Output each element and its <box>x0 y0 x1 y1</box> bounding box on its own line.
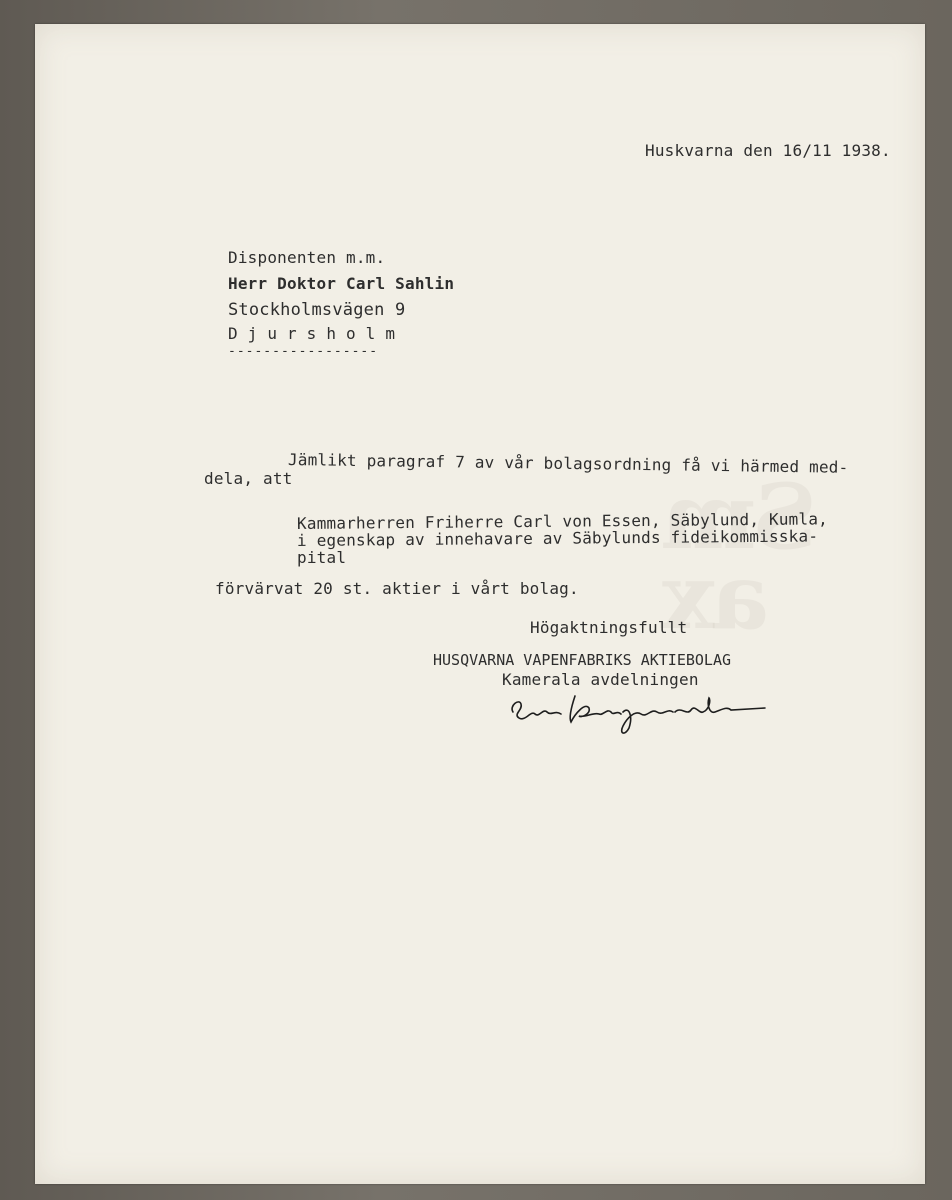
dateline: Huskvarna den 16/11 1938. <box>645 141 891 160</box>
handwritten-signature <box>505 688 770 738</box>
recipient-city: D j u r s h o l m <box>228 324 396 343</box>
closing-salutation: Högaktningsfullt <box>530 618 688 637</box>
quote-line-1: Kammarherren Friherre Carl von Essen, Säbylund, Kumla, <box>296 509 829 533</box>
recipient-title: Disponenten m.m. <box>228 248 386 267</box>
recipient-name: Herr Doktor Carl Sahlin <box>228 274 455 293</box>
quote-line-2: i egenskap av innehavare av Säbylunds fideikommisska- <box>296 526 819 550</box>
body-line-1: Jämlikt paragraf 7 av vår bolagsordning få vi härmed med- <box>287 450 849 477</box>
department-name: Kamerala avdelningen <box>502 670 699 689</box>
company-name: HUSQVARNA VAPENFABRIKS AKTIEBOLAG <box>433 651 732 669</box>
conclusion-line: förvärvat 20 st. aktier i vårt bolag. <box>215 579 579 598</box>
quote-line-3: pital <box>297 548 347 567</box>
recipient-street: Stockholmsvägen 9 <box>228 300 406 320</box>
show-through-mark: Sm <box>665 464 818 570</box>
letter-page <box>35 24 925 1184</box>
body-line-2: dela, att <box>204 469 293 488</box>
recipient-underline: ----------------- <box>228 344 379 359</box>
show-through-mark: ax <box>665 544 769 650</box>
